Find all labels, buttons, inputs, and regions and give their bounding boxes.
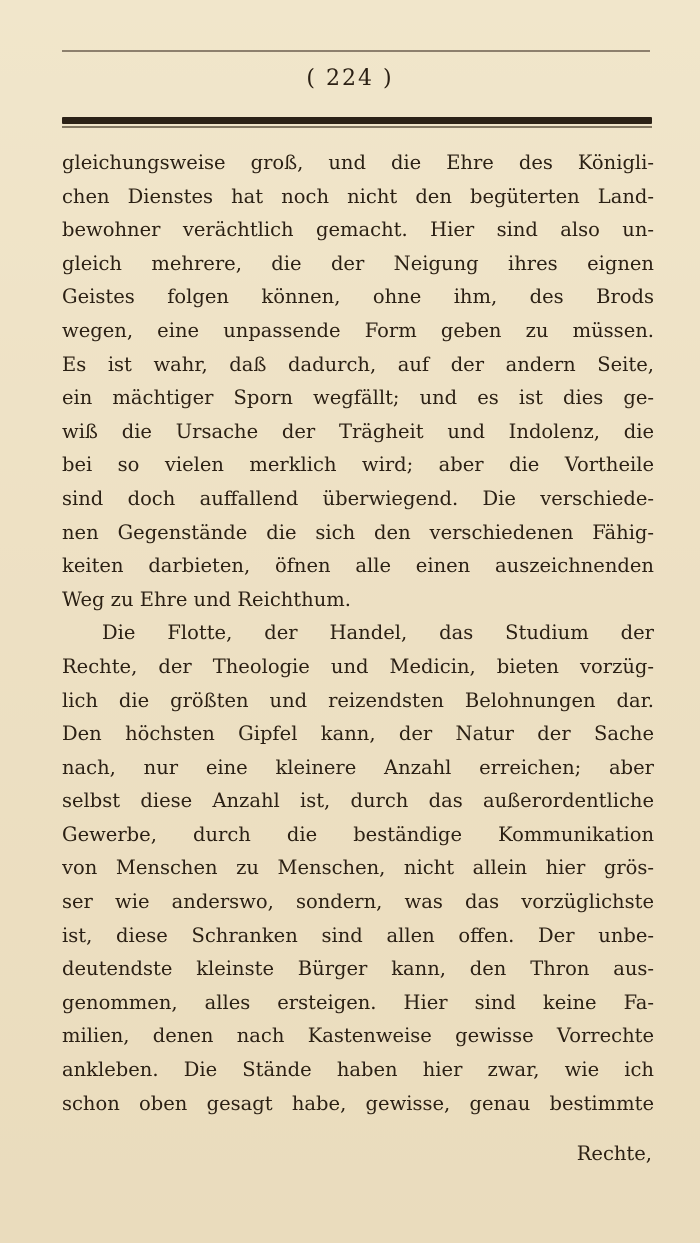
text-line: selbst diese Anzahl ist, durch das außerordentliche: [62, 789, 654, 813]
header-rule-thin: [62, 126, 652, 128]
text-line: Rechte, der Theologie und Medicin, bieten vorzüg-: [62, 654, 654, 678]
text-line: Es ist wahr, daß dadurch, auf der andern Seite,: [62, 352, 654, 376]
text-line: genommen, alles ersteigen. Hier sind keine Fa-: [62, 990, 654, 1014]
text-line: ein mächtiger Sporn wegfällt; und es ist dies ge-: [62, 386, 654, 410]
text-line: bewohner verächtlich gemacht. Hier sind also un-: [62, 218, 654, 242]
text-line: von Menschen zu Menschen, nicht allein hier grös-: [62, 856, 654, 880]
text-line: nen Gegenstände die sich den verschiedenen Fähig-: [62, 520, 654, 544]
text-line: Die Flotte, der Handel, das Studium der: [102, 621, 654, 645]
page-number: ( 224 ): [306, 66, 394, 91]
text-line: wiß die Ursache der Trägheit und Indolenz, die: [62, 419, 654, 443]
text-line: ist, diese Schranken sind allen offen. Der unbe-: [62, 923, 654, 947]
text-line: gleich mehrere, die der Neigung ihres eignen: [62, 251, 654, 275]
text-line: Geistes folgen können, ohne ihm, des Brods: [62, 285, 654, 309]
text-line: deutendste kleinste Bürger kann, den Thron aus-: [62, 957, 654, 981]
text-line: Gewerbe, durch die beständige Kommunikation: [62, 822, 654, 846]
text-line: bei so vielen merklich wird; aber die Vortheile: [62, 453, 654, 477]
text-line: gleichungsweise groß, und die Ehre des Königli-: [62, 151, 654, 174]
text-line: lich die größten und reizendsten Belohnungen dar.: [62, 688, 654, 712]
text-line: ser wie anderswo, sondern, was das vorzüglichste: [62, 890, 654, 914]
text-line: Den höchsten Gipfel kann, der Natur der Sache: [62, 722, 654, 746]
top-rule: [62, 50, 650, 52]
text-line: chen Dienstes hat noch nicht den begüterten Land-: [62, 184, 654, 208]
text-line: nach, nur eine kleinere Anzahl erreichen; aber: [62, 755, 654, 779]
text-line: Weg zu Ehre und Reichthum.: [62, 587, 351, 611]
text-line: ankleben. Die Stände haben hier zwar, wie ich: [62, 1058, 654, 1082]
text-line: milien, denen nach Kastenweise gewisse Vorrechte: [62, 1024, 654, 1048]
header-rule-thick: [62, 117, 652, 124]
body-text: [62, 146, 654, 1120]
text-line: wegen, eine unpassende Form geben zu müssen.: [62, 318, 654, 342]
text-line: schon oben gesagt habe, gewisse, genau bestimmte: [62, 1091, 654, 1115]
text-line: keiten darbieten, öfnen alle einen auszeichnenden: [62, 554, 654, 578]
catchword: Rechte,: [576, 1142, 652, 1165]
text-line: sind doch auffallend überwiegend. Die verschiede-: [62, 486, 654, 510]
